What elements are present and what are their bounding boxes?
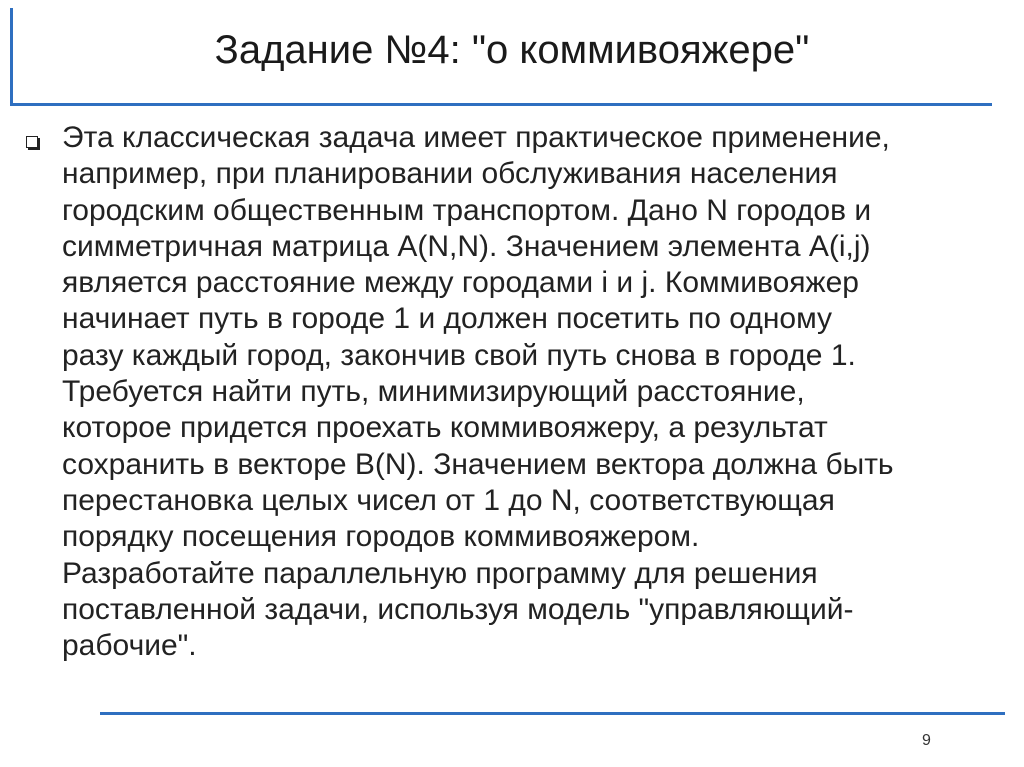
body-paragraph (62, 120, 1002, 664)
body-line: например, при планировании обслуживания населения (62, 157, 838, 191)
title-accent-horizontal-line (10, 103, 992, 106)
square-bullet-icon (26, 136, 38, 148)
body-line: разу каждый город, закончив свой путь снова в городе 1. (62, 338, 856, 372)
body-line: перестановка целых чисел от 1 до N, соответствующая (62, 483, 835, 517)
slide-title: Задание №4: "о коммивояжере" (214, 28, 810, 72)
footer-divider-line (100, 712, 1005, 715)
body-line: Эта классическая задача имеет практическое применение, (62, 121, 890, 154)
body-line: симметричная матрица A(N,N). Значением элемента A(i,j) (62, 229, 871, 263)
body-line: городским общественным транспортом. Дано N городов и (62, 193, 872, 227)
body-line: которое придется проехать коммивояжеру, а результат (62, 411, 828, 445)
body-line: порядку посещения городов коммивояжером. (62, 520, 700, 554)
body-line: сохранить в векторе B(N). Значением вектора должна быть (62, 447, 894, 481)
body-line: является расстояние между городами i и j. Коммивояжер (62, 266, 859, 300)
body-line: Требуется найти путь, минимизирующий расстояние, (62, 375, 805, 409)
body-line: начинает путь в городе 1 и должен посетить по одному (62, 302, 833, 336)
page-number: 9 (922, 732, 931, 749)
body-line: поставленной задачи, используя модель "управляющий- (62, 592, 854, 626)
body-line: Разработайте параллельную программу для решения (62, 556, 818, 590)
body-line: рабочие". (62, 629, 197, 663)
